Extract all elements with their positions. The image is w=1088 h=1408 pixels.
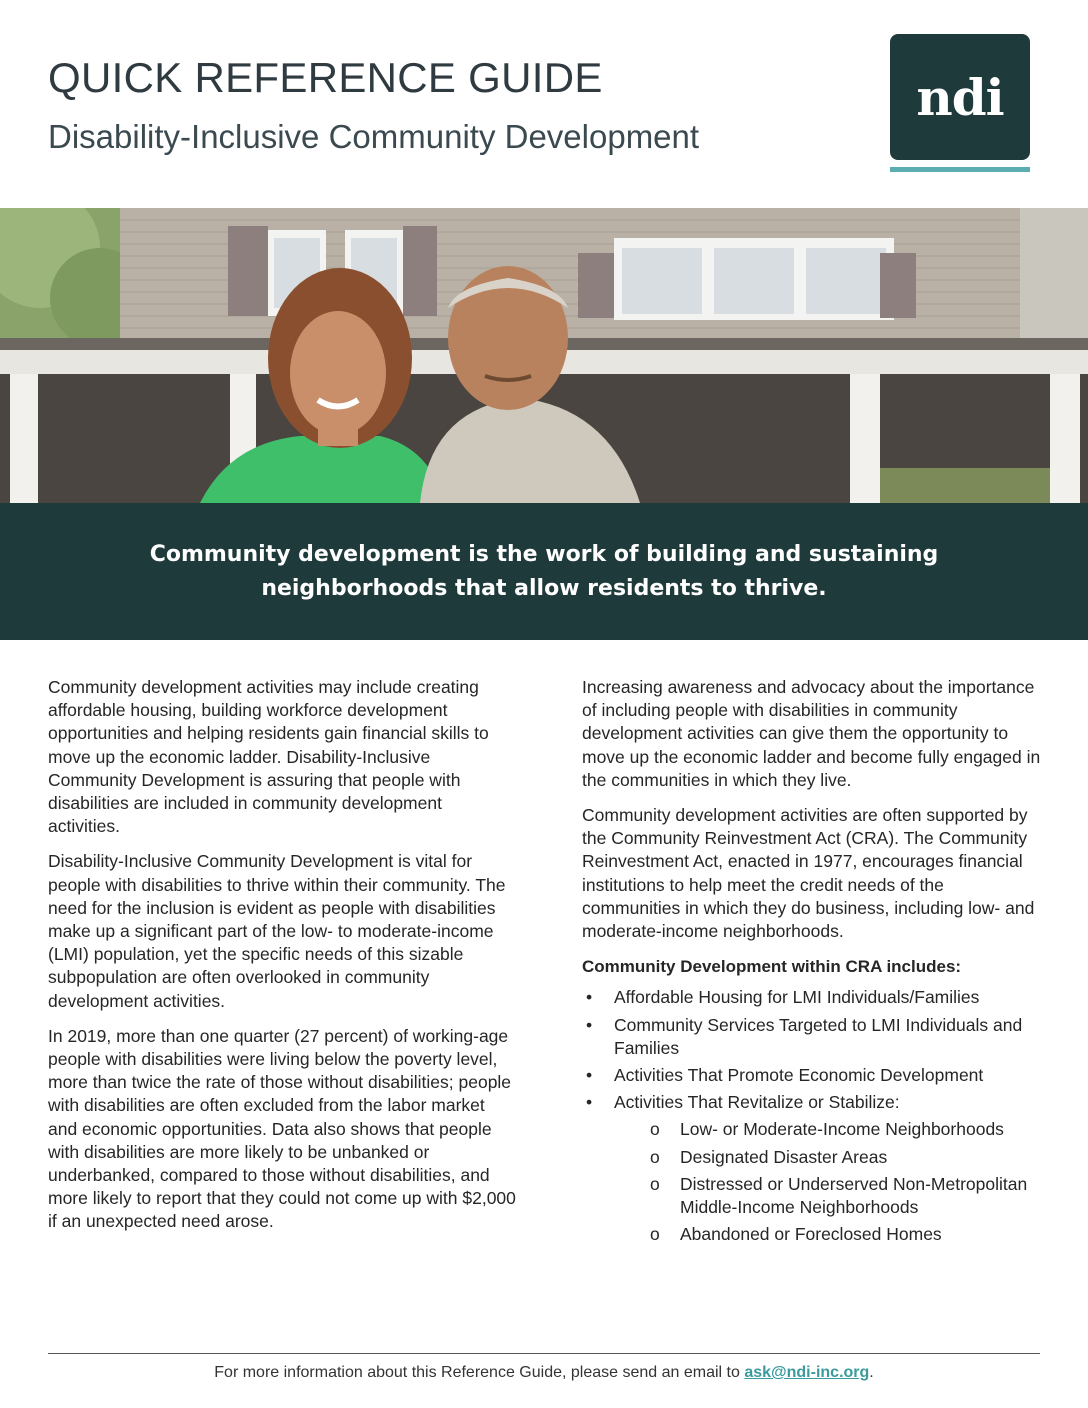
- cra-list: [582, 986, 1042, 1246]
- footer-suffix: .: [869, 1364, 874, 1381]
- sub-list-item: o Designated Disaster Areas: [614, 1146, 1042, 1169]
- sub-list-item: o Distressed or Underserved Non-Metropolitan Middle-Income Neighborhoods: [614, 1173, 1042, 1219]
- left-paragraph-3: In 2019, more than one quarter (27 percent) of working-age people with disabilities were living below the poverty level, more than twice the rate of those without disabilities; people with disabilities are often excluded from the labor market and economic opportunities. Data also shows that people with disabilities are more likely to be unbanked or underbanked, compared to those without disabilities, and more likely to report that they could not come up with $2,000 if an unexpected need arose.: [48, 1025, 516, 1232]
- right-paragraph-2: Community development activities are often supported by the Community Reinvestment Act (CRA). The Community Reinvestment Act, enacted in 1977, encourages financial institutions to help meet the credit needs of the communities in which they do business, including low- and moderate-income neighborhoods.: [582, 805, 1035, 942]
- list-item-label: Activities That Revitalize or Stabilize:: [614, 1092, 900, 1113]
- hero-photo: [0, 208, 1088, 503]
- list-item: • Community Services Targeted to LMI Individuals and Families: [582, 1014, 1042, 1060]
- tagline-text: Community development is the work of building and sustaining neighborhoods that allow residents to thrive.: [149, 541, 939, 601]
- left-column: [48, 676, 518, 1246]
- sub-list-item: o Low- or Moderate-Income Neighborhoods: [614, 1118, 1042, 1141]
- couple-in-front-of-house-illustration: [0, 208, 1088, 503]
- left-paragraph-1: Community development activities may include creating affordable housing, building workforce development opportunities and helping residents gain financial skills to move up the economic ladder. Disability-Inclusive Community Development is assuring that people with disabilities are included in community development activities.: [48, 677, 489, 837]
- logo-text: ndi: [916, 67, 1004, 127]
- cra-list-heading: Community Development within CRA includes:: [582, 957, 962, 977]
- left-paragraph-2: Disability-Inclusive Community Development is vital for people with disabilities to thrive within their community. The need for the inclusion is evident as people with disabilities make up a significant part of the low- to moderate-income (LMI) population, yet the specific needs of this sizable subpopulation are often overlooked in community development activities.: [48, 851, 506, 1011]
- cra-sublist: [614, 1118, 1042, 1246]
- page-title: QUICK REFERENCE GUIDE: [48, 54, 603, 101]
- footer: [0, 1364, 1088, 1382]
- page-subtitle: Disability-Inclusive Community Development: [48, 118, 700, 155]
- logo-underline: [890, 167, 1030, 172]
- footer-text: For more information about this Reference Guide, please send an email to: [214, 1364, 745, 1381]
- ndi-logo: [890, 34, 1030, 160]
- list-item-with-sublist: [582, 1091, 1042, 1246]
- tagline-banner: [0, 503, 1088, 640]
- list-item: • Affordable Housing for LMI Individuals/Families: [582, 986, 1042, 1009]
- right-paragraph-1: Increasing awareness and advocacy about the importance of including people with disabilities in community development activities can give them the opportunity to move up the economic ladder and become fully engaged in the communities in which they live.: [582, 677, 1041, 790]
- email-link[interactable]: ask@ndi-inc.org: [744, 1364, 870, 1381]
- right-column: [582, 676, 1042, 1250]
- list-item: • Activities That Promote Economic Development: [582, 1064, 1042, 1087]
- footer-divider: [48, 1353, 1040, 1354]
- sub-list-item: o Abandoned or Foreclosed Homes: [614, 1223, 1042, 1246]
